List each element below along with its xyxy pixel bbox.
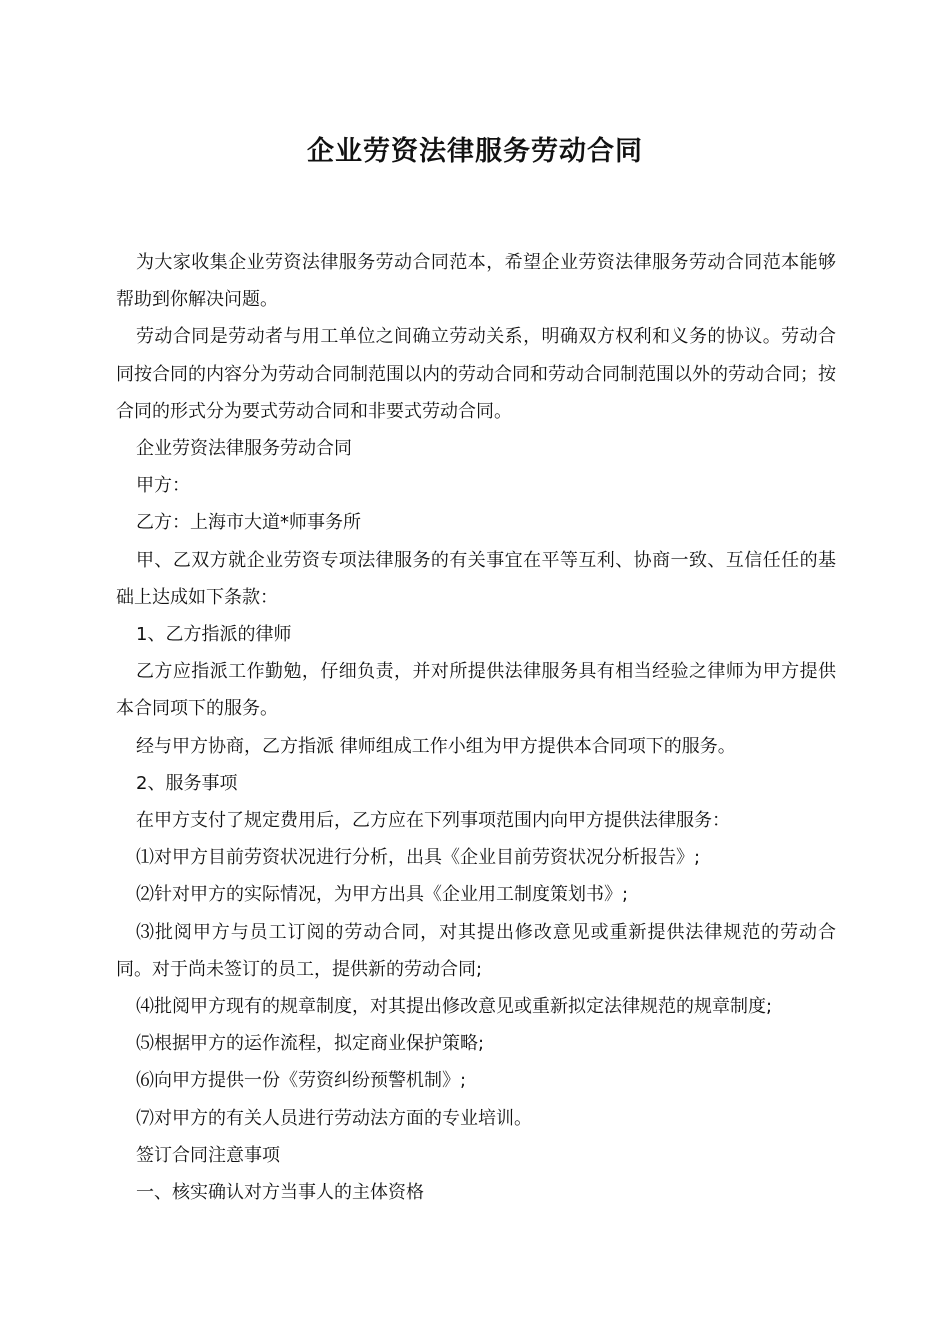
list-item-service-6: ⑹向甲方提供一份《劳资纠纷预警机制》; [136, 1070, 467, 1092]
section-heading-lawyer: 1、乙方指派的律师 [136, 624, 292, 646]
paragraph-services-intro: 在甲方支付了规定费用后，乙方应在下列事项范围内向甲方提供法律服务： [136, 810, 730, 832]
document-title: 企业劳资法律服务劳动合同 [307, 136, 643, 167]
paragraph-note-1: 一、核实确认对方当事人的主体资格 [136, 1182, 424, 1204]
paragraph-intro: 为大家收集企业劳资法律服务劳动合同范本，希望企业劳资法律服务劳动合同范本能够帮助到你解决问题。 [116, 252, 836, 311]
paragraph-agreement: 甲、乙双方就企业劳资专项法律服务的有关事宜在平等互利、协商一致、互信任任的基础上达成如下条款： [116, 549, 836, 608]
paragraph-lawyer-team: 经与甲方协商，乙方指派 律师组成工作小组为甲方提供本合同项下的服务。 [136, 735, 736, 757]
section-heading-services: 2、服务事项 [136, 772, 238, 794]
list-item-service-5: ⑸根据甲方的运作流程，拟定商业保护策略; [136, 1033, 485, 1055]
section-heading-notes: 签订合同注意事项 [136, 1144, 280, 1166]
paragraph-party-a: 甲方： [136, 475, 190, 497]
list-item-service-1: ⑴对甲方目前劳资状况进行分析，出具《企业目前劳资状况分析报告》; [136, 847, 701, 869]
paragraph-lawyer-duty: 乙方应指派工作勤勉，仔细负责，并对所提供法律服务具有相当经验之律师为甲方提供本合同项下的服务。 [116, 661, 836, 720]
list-item-service-7: ⑺对甲方的有关人员进行劳动法方面的专业培训。 [136, 1107, 532, 1129]
list-item-service-4: ⑷批阅甲方现有的规章制度，对其提出修改意见或重新拟定法律规范的规章制度; [136, 996, 773, 1018]
paragraph-definition: 劳动合同是劳动者与用工单位之间确立劳动关系，明确双方权利和义务的协议。劳动合同按合同的内容分为劳动合同制范围以内的劳动合同和劳动合同制范围以外的劳动合同；按合同的形式分为要式劳动合同和非要式劳动合同。 [116, 326, 836, 422]
list-item-service-3: ⑶批阅甲方与员工订阅的劳动合同，对其提出修改意见或重新提供法律规范的劳动合同。对于尚未签订的员工，提供新的劳动合同; [116, 921, 836, 980]
paragraph-party-b: 乙方：上海市大道*师事务所 [136, 512, 361, 534]
list-item-service-2: ⑵针对甲方的实际情况，为甲方出具《企业用工制度策划书》; [136, 884, 629, 906]
document-body [116, 244, 836, 1211]
paragraph-contract-name: 企业劳资法律服务劳动合同 [136, 438, 352, 460]
